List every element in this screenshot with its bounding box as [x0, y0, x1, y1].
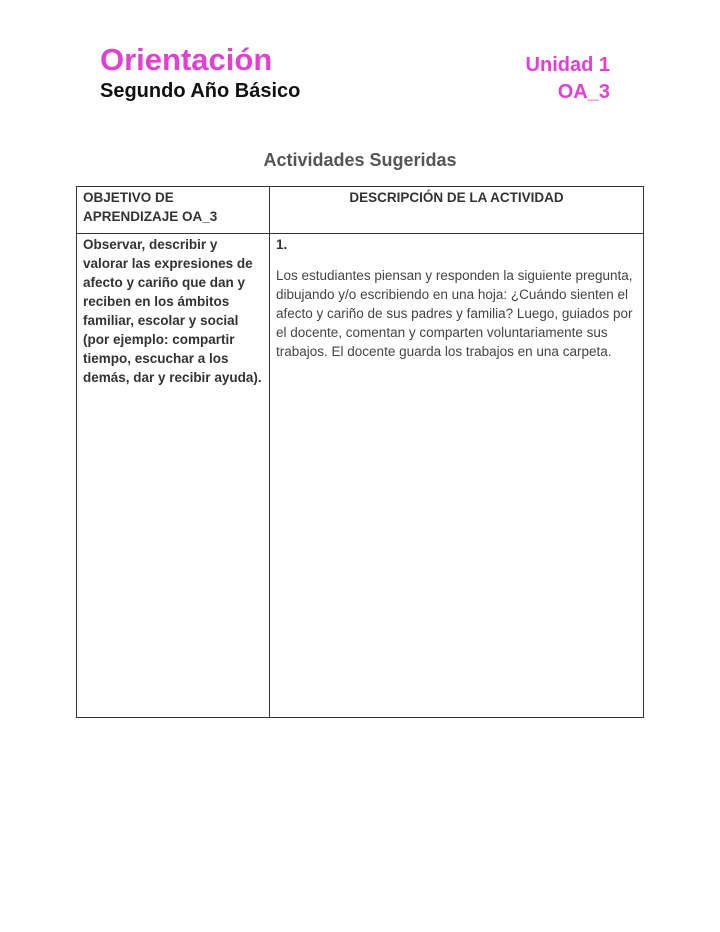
activities-table	[76, 186, 644, 718]
objective-cell: Observar, describir y valorar las expresiones de afecto y cariño que dan y reciben en los ámbitos familiar, escolar y social (por ejemplo: compartir tiempo, escuchar a los demás, dar y recibir ayuda).	[77, 234, 270, 718]
section-title: Actividades Sugeridas	[263, 150, 457, 170]
document-title: Orientación	[100, 42, 273, 77]
header-objective: OBJETIVO DE APRENDIZAJE OA_3	[77, 187, 270, 234]
table-row	[77, 234, 644, 718]
oa-label: OA_3	[557, 81, 610, 103]
activity-description: Los estudiantes piensan y responden la siguiente pregunta, dibujando y/o escribiendo en una hoja: ¿Cuándo sienten el afecto y cariño de sus padres y familia? Luego, guiados por el docente, comentan y comparten voluntariamente sus trabajos. El docente guarda los trabajos en una carpeta.	[276, 268, 633, 359]
table-header-row	[77, 187, 644, 234]
header-description: DESCRIPCIÓN DE LA ACTIVIDAD	[270, 187, 644, 234]
unit-label: Unidad 1	[525, 54, 610, 76]
activity-cell	[270, 234, 644, 718]
activity-number: 1.	[276, 237, 288, 252]
document-subtitle: Segundo Año Básico	[100, 80, 301, 102]
